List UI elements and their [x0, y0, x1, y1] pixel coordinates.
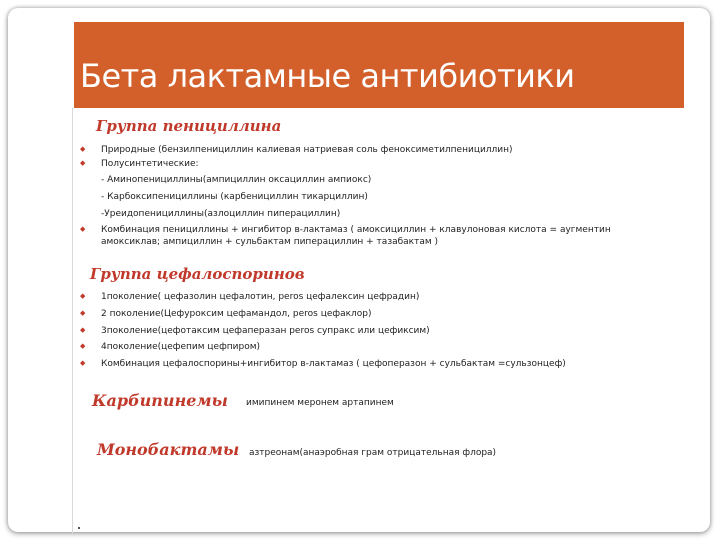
bullet-marker: ◆ — [80, 310, 86, 317]
bullet-marker: ◆ — [80, 293, 86, 300]
cephalosporin-gen2: 2 поколение(Цефуроксим цефамандол, peros цефаклор) — [101, 309, 372, 319]
penicillin-item-combination-cont: амоксиклав; ампициллин + сульбактам пиперациллин + тазабактам ) — [101, 237, 439, 247]
cephalosporin-combination: Комбинация цефалоспорины+ингибитор в-лактамаз ( цефоперазон + сульбактам =сульзонцеф) — [101, 359, 566, 369]
monobactams-heading: Монобактамы — [97, 440, 240, 459]
monobactams-note: азтреонам(анаэробная грам отрицательная флора) — [249, 448, 497, 458]
bullet-marker: ◆ — [80, 226, 86, 233]
cephalosporins-heading: Группа цефалоспоринов — [90, 265, 305, 283]
bullet-marker: ◆ — [80, 343, 86, 350]
penicillin-item-natural: Природные (бензилпенициллин калиевая натриевая соль феноксиметилпенициллин) — [101, 145, 513, 155]
carbapenems-note: имипинем меронем артапинем — [246, 398, 394, 408]
penicillin-item-combination: Комбинация пенициллины + ингибитор в-лактамаз ( амоксициллин + клавулоновая кислота = аугментин — [101, 225, 611, 235]
penicillin-item-semisynthetic: Полусинтетические: — [101, 159, 199, 169]
penicillin-subitem-ureido: -Уреидопенициллины(азлоциллин пиперациллин) — [101, 209, 341, 219]
bullet-marker: ◆ — [80, 327, 86, 334]
carbapenems-heading: Карбипинемы — [92, 391, 228, 410]
penicillin-subitem-carboxy: - Карбоксипенициллины (карбенициллин тикарциллин) — [101, 192, 368, 202]
cephalosporin-gen3: 3поколение(цефотаксим цефаперазан peros супракс или цефиксим) — [101, 326, 430, 336]
title-bar — [74, 22, 684, 108]
footer-dot — [78, 527, 80, 529]
penicillin-subitem-amino: - Аминопенициллины(ампициллин оксациллин ампиокс) — [101, 175, 372, 185]
cephalosporin-gen1: 1поколение( цефазолин цефалотин, peros цефалексин цефрадин) — [101, 292, 420, 302]
slide-title: Бета лактамные антибиотики — [80, 57, 575, 95]
bullet-marker: ◆ — [80, 146, 86, 153]
bullet-marker: ◆ — [80, 160, 86, 167]
penicillins-heading: Группа пенициллина — [96, 117, 282, 135]
cephalosporin-gen4: 4поколение(цефепим цефпиром) — [101, 342, 261, 352]
slide-divider-line — [72, 108, 73, 534]
bullet-marker: ◆ — [80, 360, 86, 367]
